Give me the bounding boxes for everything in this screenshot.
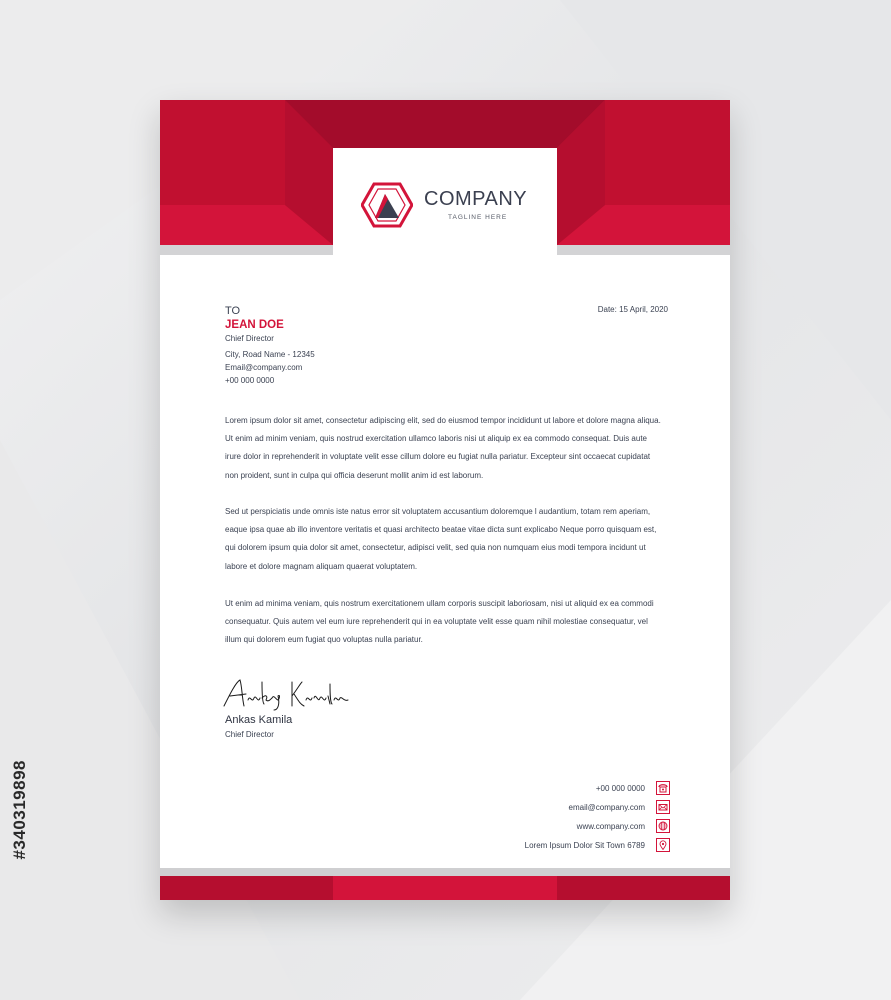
body-paragraph-1: Lorem ipsum dolor sit amet, consectetur adipiscing elit, sed do eiusmod tempor incididunt ut labore et dolore magna aliqua. Ut enim ad minim veniam, quis nostrud exercitation ullamco laboris nisi ut aliquip ex ea commodo consequat. Duis aute irure dolor in reprehenderit in voluptate velit esse cillum dolore eu fugiat nulla pariatur. Excepteur sint occaecat cupidatat non proident, sunt in culpa qui officia deserunt mollit anim id est laborum. xyxy=(225,416,661,480)
body-paragraph-2: Sed ut perspiciatis unde omnis iste natus error sit voluptatem accusantium doloremque l audantium, totam rem aperiam, eaque ipsa quae ab illo inventore veritatis et quasi architecto beatae vitae dicta sunt explicabo Neque porro quisquam est, qui dolorem ipsum quia dolor sit amet, consectetur, adipisci velit, sed quia non numquam eius modi tempora incidunt ut labore et dolore magnam aliquam quaerat voluptatem. xyxy=(225,507,657,571)
logo-box xyxy=(333,148,557,255)
handwritten-signature xyxy=(220,674,350,714)
letter-date: Date: 15 April, 2020 xyxy=(597,305,668,314)
contact-phone xyxy=(596,780,670,796)
company-name: COMPANY xyxy=(424,188,528,210)
contact-address xyxy=(525,837,670,853)
recipient-title: Chief Director xyxy=(225,334,274,343)
recipient-phone: +00 000 0000 xyxy=(225,376,275,385)
recipient-address: City, Road Name - 12345 xyxy=(225,350,315,359)
signer-name: Ankas Kamila xyxy=(225,714,293,726)
contact-website-text: www.company.com xyxy=(576,821,645,831)
phone-icon xyxy=(656,781,670,795)
stock-id: #340319898 xyxy=(10,760,29,860)
contact-website xyxy=(577,818,670,834)
recipient-name: JEAN DOE xyxy=(225,319,284,331)
contact-phone-text: +00 000 0000 xyxy=(595,783,645,793)
location-pin-icon xyxy=(656,838,670,852)
globe-icon xyxy=(656,819,670,833)
to-label: TO xyxy=(225,305,241,317)
contact-address-text: Lorem Ipsum Dolor Sit Town 6789 xyxy=(524,840,645,850)
body-paragraph-3: Ut enim ad minima veniam, quis nostrum exercitationem ullam corporis suscipit laboriosam, nisi ut aliquid ex ea commodi consequatur. Quis autem vel eum iure reprehenderit qui in ea voluptate velit esse quam nihil molestiae consequatur, vel illum qui dolorem eum fugiat quo voluptas nulla pariatur. xyxy=(225,599,654,645)
contact-email xyxy=(569,799,670,815)
company-tagline: TAGLINE HERE xyxy=(448,214,508,221)
signer-title: Chief Director xyxy=(225,730,274,739)
recipient-email: Email@company.com xyxy=(225,363,303,372)
footer-band xyxy=(160,868,730,900)
letterhead-sheet xyxy=(160,100,730,900)
contact-email-text: email@company.com xyxy=(568,802,645,812)
envelope-icon xyxy=(656,800,670,814)
hexagon-logo-icon xyxy=(361,182,413,228)
